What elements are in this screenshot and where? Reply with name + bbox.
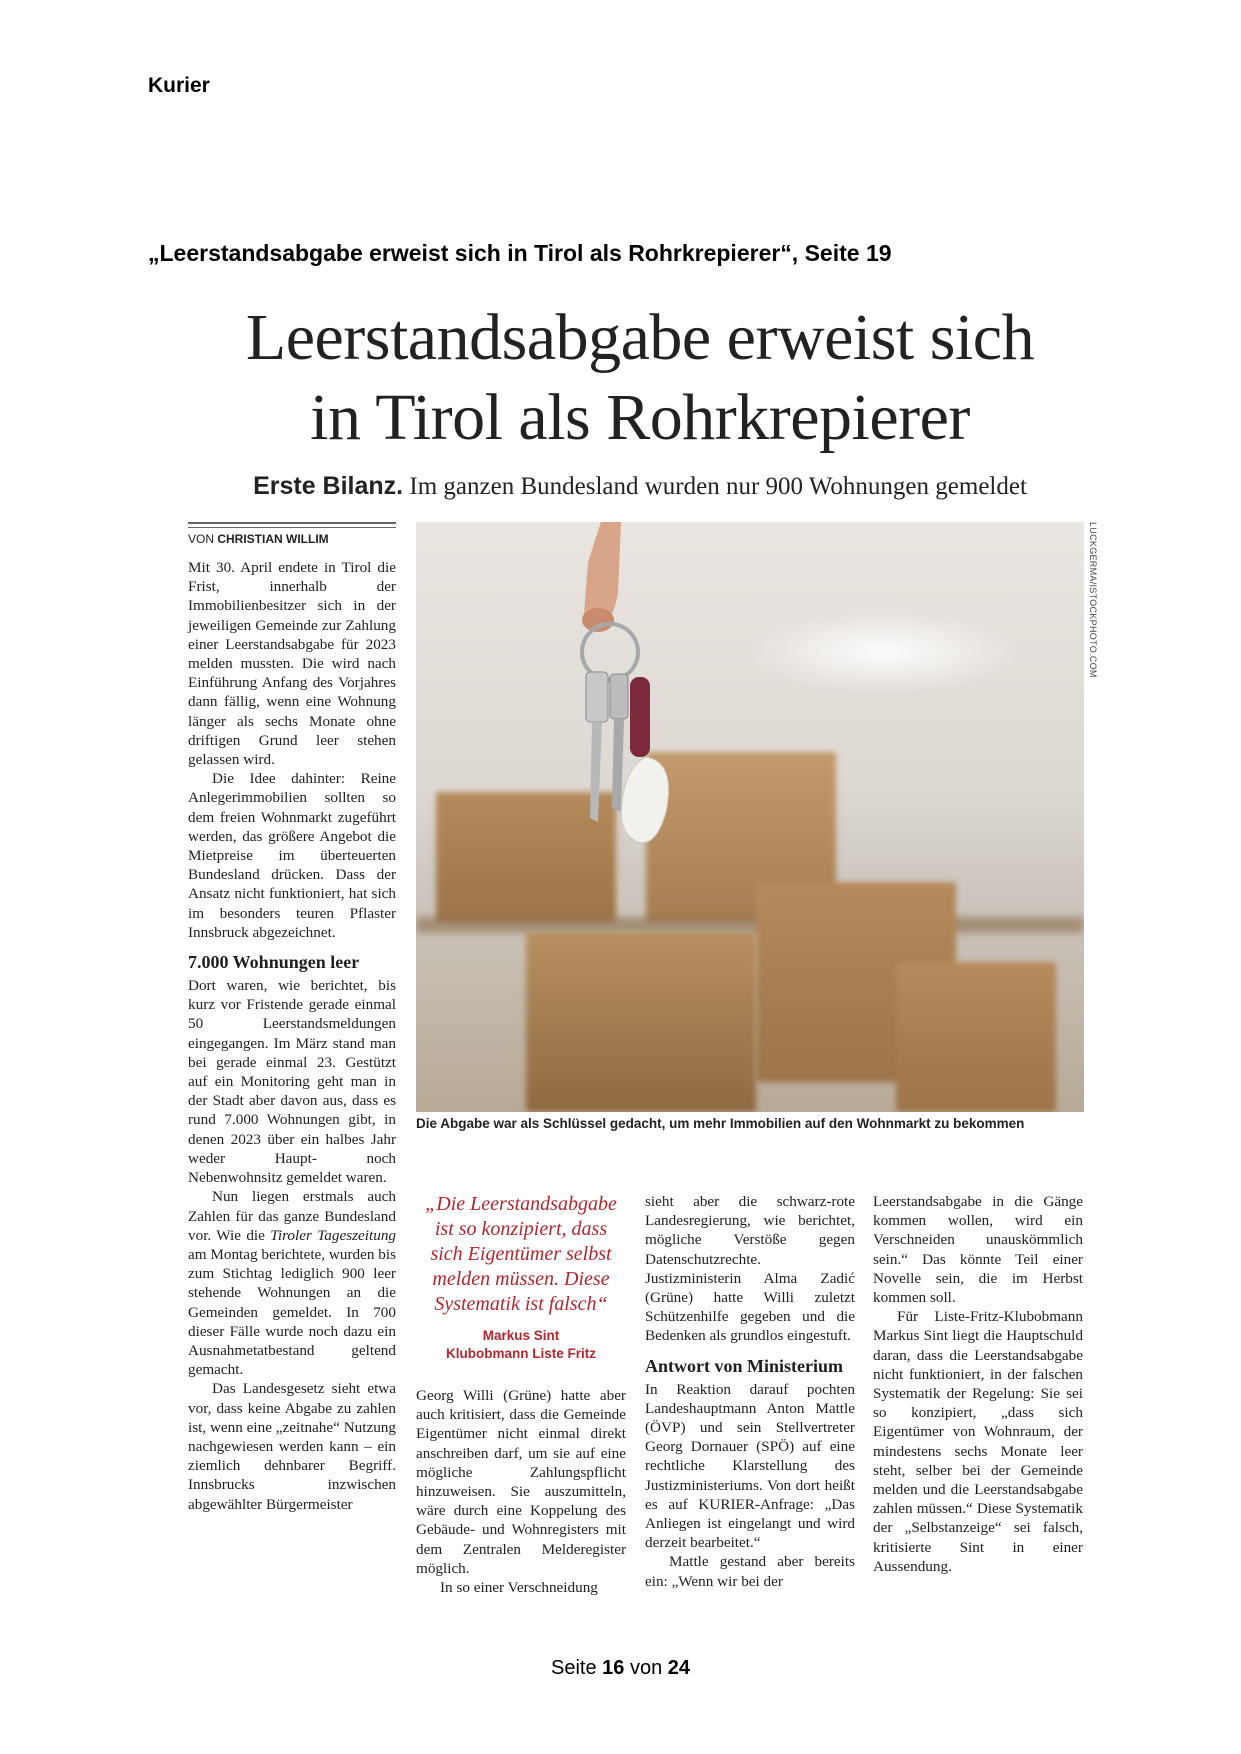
paragraph-part: Nun liegen erstmals auch Zahlen für das ganze Bundesland vor. Wie die: [188, 1188, 396, 1244]
quote-author-name: Markus Sint: [482, 1328, 560, 1343]
paragraph: Für Liste-Fritz-Klubobmann Markus Sint liegt die Hauptschuld daran, dass die Leerstandsabgabe nicht funktioniert, in der falschen Systematik der Regelung: Sie sei so konzipiert, „dass sich Eigentümer von Wohnraum, der mindestens sechs Monate leer steht, selber bei der Gemeinde melden und die Leerstandsabgabe zahlen müssen.“ Diese Systematik der „Selbstanzeige“ sei falsch, kritisierte Sint in einer Aussendung.: [873, 1308, 1083, 1575]
footer-prefix: Seite: [550, 1657, 603, 1679]
paragraph: Leerstandsabgabe in die Gänge kommen wollen, wird ein Verschneiden unauskömmlich sein.“ Das könnte Teil einer Novelle sein, die im Herbst kommen soll.: [873, 1193, 1083, 1307]
shelf: [416, 917, 1084, 933]
moving-box: [526, 932, 756, 1112]
article-reference: „Leerstandsabgabe erweist sich in Tirol als Rohrkrepierer“, Seite 19: [148, 240, 892, 266]
paragraph-part: am Montag berichtete, wurden bis zum Stichtag lediglich 900 leer stehende Wohnungen an die Gemeinden gemeldet. In 700 dieser Fälle wurde noch dazu ein Ausnahmetatbestand geltend gemacht.: [188, 1245, 396, 1379]
quote-author-role: Klubobmann Liste Fritz: [446, 1346, 596, 1361]
byline-rule: [188, 522, 396, 528]
subhead-kicker: Erste Bilanz.: [253, 472, 404, 500]
keys-icon: [526, 522, 686, 882]
current-page: 16: [602, 1657, 625, 1679]
byline-prefix: VON: [188, 532, 218, 546]
byline: [188, 532, 329, 546]
paragraph: Dort waren, wie berichtet, bis kurz vor Fristende gerade einmal 50 Leerstandsmeldungen eingegangen. Im März stand man bei gerade einmal 23. Gestützt auf ein Monitoring geht man in der Stadt aber davon aus, dass es rund 7.000 Wohnungen gibt, in denen 2023 über ein halbes Jahr weder Haupt- noch Nebenwohnsitz gemeldet waren.: [188, 977, 396, 1187]
paragraph: Mit 30. April endete in Tirol die Frist, innerhalb der Immobilienbesitzer sich in der jeweiligen Gemeinde zur Zahlung einer Leerstandsabgabe für 2023 melden mussten. Die wird nach Einführung Anfang des Vorjahres dann fällig, wenn eine Wohnung länger als sechs Monate ohne driftigen Grund leer stehen gelassen wird.: [188, 559, 396, 769]
paragraph: Das Landesgesetz sieht etwa vor, dass keine Abgabe zu zahlen ist, wenn eine „zeitnahe“ Nutzung nachgewiesen werden kann – ein ziemlich dehnbarer Begriff. Innsbrucks inzwischen abgewählter Bürgermeister: [188, 1380, 396, 1513]
subheadline: [160, 472, 1120, 501]
article-column-right-1: [645, 1192, 855, 1591]
article-column-left: [188, 558, 396, 1514]
footer-mid: von: [624, 1657, 668, 1679]
photo-caption: Die Abgabe war als Schlüssel gedacht, um mehr Immobilien auf den Wohnmarkt zu bekommen: [416, 1116, 1025, 1131]
article-photo: [416, 522, 1084, 1112]
paragraph: In Reaktion darauf pochten Landeshauptmann Anton Mattle (ÖVP) und sein Stellvertreter Georg Dornauer (SPÖ) auf eine rechtliche Klarstellung des Justizministeriums. Von dort heißt es auf KURIER-Anfrage: „Das Anliegen ist eingelangt und wird derzeit bearbeitet.“: [645, 1380, 855, 1552]
page-number: [0, 1657, 1241, 1680]
headline: [160, 298, 1120, 458]
paragraph: Georg Willi (Grüne) hatte aber auch kritisiert, dass die Gemeinde Eigentümer nicht einmal direkt anschreiben darf, um sie auf eine mögliche Zahlungspflicht hinzuweisen. Sie auszumitteln, wäre durch eine Koppelung des Gebäude- und Wohnregisters mit dem Zentralen Melderegister möglich.: [416, 1387, 626, 1577]
pull-quote: [418, 1192, 624, 1363]
source-label: Kurier: [148, 74, 210, 97]
photo-credit: LUCKGERMA/ISTOCKPHOTO.COM: [1088, 522, 1098, 678]
headline-line-2: in Tirol als Rohrkrepierer: [310, 381, 970, 454]
article-column-middle: [416, 1386, 626, 1597]
paragraph: Mattle gestand aber bereits ein: „Wenn wir bei der: [645, 1553, 855, 1590]
newspaper-name: Tiroler Tageszeitung: [270, 1226, 397, 1244]
paragraph: Die Idee dahinter: Reine Anlegerimmobilien sollten so dem freien Wohnmarkt zugeführt werden, das größere Angebot die Mietpreise im überteuerten Bundesland drücken. Dass der Ansatz nicht funktioniert, hat sich im besonders teuren Pflaster Innsbruck abgezeichnet.: [188, 770, 396, 941]
section-heading: Antwort von Ministerium: [645, 1355, 843, 1376]
byline-author: CHRISTIAN WILLIM: [217, 532, 329, 546]
paragraph: [188, 1187, 396, 1379]
paragraph: sieht aber die schwarz-rote Landesregierung, wie berichtet, mögliche Verstöße gegen Datenschutzrechte. Justizministerin Alma Zadić (Grüne) hatte Willi zuletzt Schützenhilfe gegeben und die Bedenken als grundlos eingestuft.: [645, 1193, 855, 1345]
paragraph: In so einer Verschneidung: [440, 1579, 598, 1597]
subhead-text: Im ganzen Bundesland wurden nur 900 Wohnungen gemeldet: [403, 473, 1027, 500]
section-heading: 7.000 Wohnungen leer: [188, 952, 360, 973]
headline-line-1: Leerstandsabgabe erweist sich: [245, 301, 1035, 374]
total-pages: 24: [667, 1657, 690, 1679]
article-column-right-2: [873, 1192, 1083, 1576]
quote-text: „Die Leerstandsabgabe ist so konzipiert, dass sich Eigentümer selbst melden müssen. Diese Systematik ist falsch“: [425, 1193, 617, 1315]
moving-box: [896, 962, 1056, 1112]
